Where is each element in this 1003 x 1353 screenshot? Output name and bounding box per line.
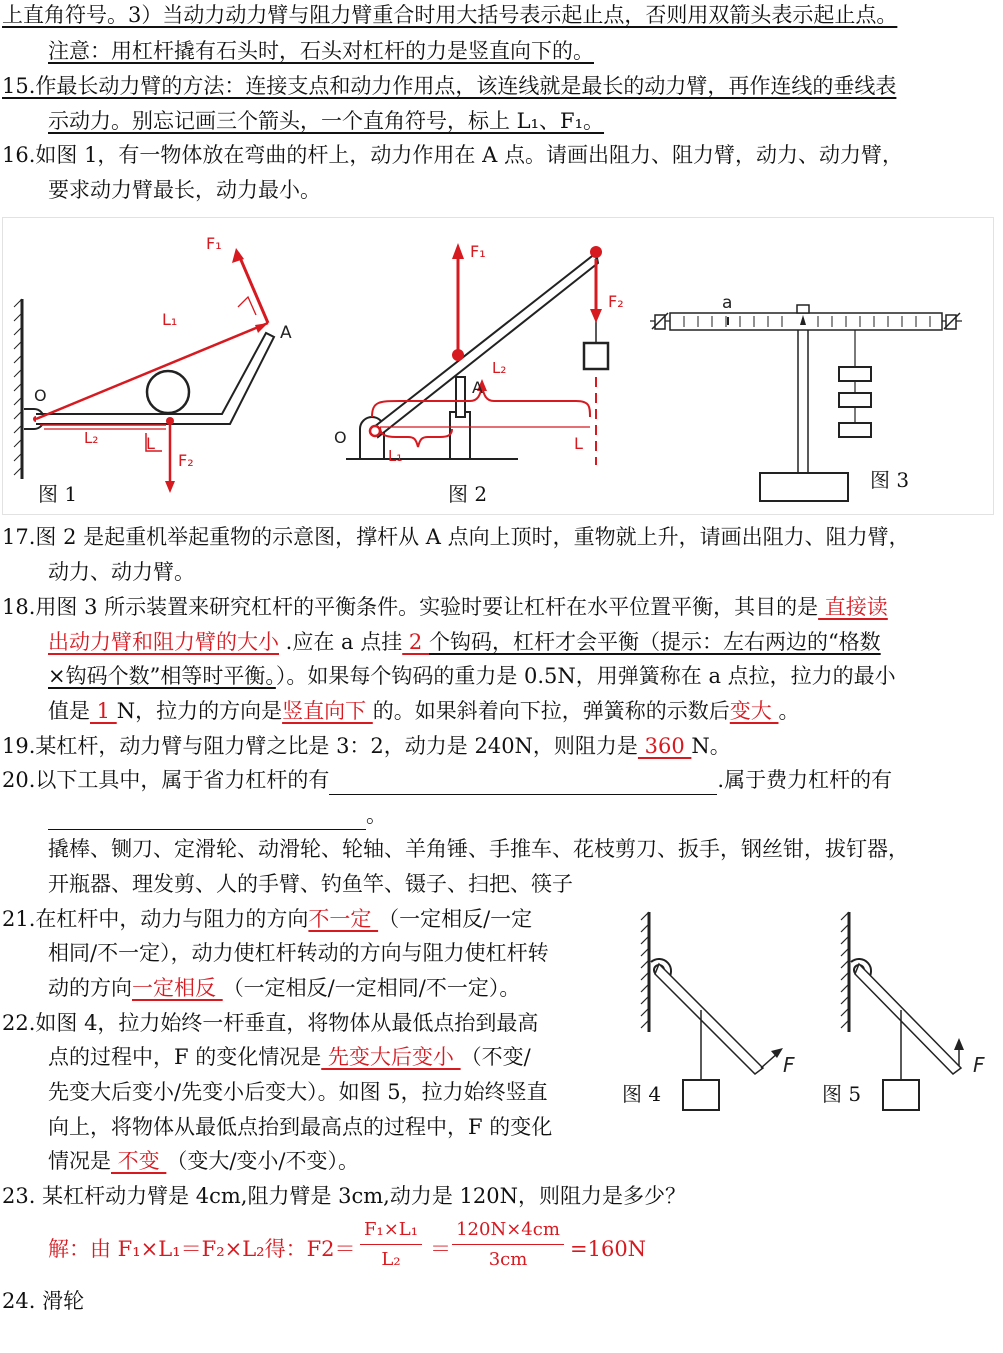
q18-line-b — [48, 627, 881, 657]
fig2-label-a: A — [472, 378, 483, 397]
solution-equals: ＝ — [430, 1237, 451, 1261]
q18-answer-3: 1 — [90, 699, 117, 723]
q22-line-d: 向上，将物体从最低点抬到最高点的过程中，F 的变化 — [48, 1115, 553, 1139]
figure-5 — [841, 912, 985, 1110]
fig1-label-l1: L₁ — [162, 310, 178, 329]
q21-line-a — [2, 904, 532, 934]
q18-answer-1a: 直接读 — [818, 595, 888, 619]
solution-numerator-1: F₁×L₁ — [360, 1216, 422, 1245]
q15-line-a: 15.作最长动力臂的方法：连接支点和动力作用点，该连线就是最长的动力臂，再作连线的垂线表 — [2, 74, 897, 98]
q19-text-2: N。 — [691, 734, 731, 758]
q18-line-d — [48, 696, 799, 726]
figure-2 — [334, 242, 624, 465]
q17-line-b: 动力、动力臂。 — [48, 560, 195, 584]
q18-text-3: 个钩码，杠杆才会平衡（提示：左右两边的“格数 — [428, 630, 881, 654]
q22-text-1: 点的过程中，F 的变化情况是 — [48, 1045, 322, 1069]
q19-line — [2, 731, 731, 761]
q21-text-3: 动的方向 — [48, 976, 132, 1000]
solution-fraction-2 — [452, 1216, 564, 1275]
q22-line-a: 22.如图 4，拉力始终一杆垂直，将物体从最低点抬到最高 — [2, 1011, 539, 1035]
fig1-label-a: A — [280, 323, 292, 343]
q15-line-b: 示动力。别忘记画三个箭头，一个直角符号，标上 L₁、F₁。 — [48, 109, 605, 133]
q18-line-c — [48, 661, 896, 691]
fig2-caption: 图 2 — [448, 482, 488, 506]
q18-text-4: ）。如果每个钩码的重力是 0.5N，用弹簧称在 a 点拉，拉力的最小 — [275, 664, 896, 688]
fig5-caption: 图 5 — [822, 1082, 862, 1106]
fig1-label-o: O — [34, 386, 47, 405]
q19-text-1: 19.某杠杆，动力臂与阻力臂之比是 3：2，动力是 240N，则阻力是 — [2, 734, 638, 758]
q22-text-4: （变大/变小/不变）。 — [166, 1149, 360, 1173]
fig2-label-o: O — [334, 428, 347, 447]
q18-answer-5: 变大 — [729, 699, 779, 723]
solution-fraction-1 — [360, 1216, 422, 1275]
q22-answer-1: 先变大后变小 — [321, 1045, 461, 1069]
figures-4-5 — [615, 908, 1000, 1118]
q22-line-e — [48, 1146, 359, 1176]
figure-3 — [650, 293, 962, 501]
q16-line-b: 要求动力臂最长，动力最小。 — [48, 178, 321, 202]
q23-line: 23. 某杠杆动力臂是 4cm,阻力臂是 3cm,动力是 120N，则阻力是多少？ — [2, 1184, 686, 1208]
q18-text-6: N，拉力的方向是 — [116, 699, 283, 723]
q18-text-7: 的。如果斜着向下拉，弹簧称的示数后 — [372, 699, 730, 723]
q21-text-4: （一定相反/一定相同/不一定）。 — [222, 976, 521, 1000]
figure-1 — [14, 234, 292, 493]
fig2-label-l1: L₁ — [388, 447, 403, 465]
text-line-1: 注意：用杠杆撬有石头时，石头对杠杆的力是竖直向下的。 — [48, 39, 594, 63]
q24-line: 24. 滑轮 — [2, 1289, 85, 1313]
q18-answer-4: 竖直向下 — [282, 699, 373, 723]
q18-text-2: .应在 a 点挂 — [279, 630, 403, 654]
q18-text-5: 值是 — [48, 699, 90, 723]
fig3-label-a: a — [722, 293, 733, 313]
q18-answer-1b: 出动力臂和阻力臂的大小 — [48, 630, 279, 654]
fig5-label-f: F — [973, 1053, 985, 1077]
q21-text-1: 21.在杠杆中，动力与阻力的方向 — [2, 907, 309, 931]
q22-text-3: 情况是 — [48, 1149, 111, 1173]
fig3-caption: 图 3 — [870, 468, 910, 492]
q18-hint: ×钩码个数”相等时平衡。 — [48, 664, 276, 688]
q19-answer: 360 — [637, 734, 692, 758]
q20-tools-1: 撬棒、铡刀、定滑轮、动滑轮、轮轴、羊角锤、手推车、花枝剪刀、扳手，钢丝钳，拔钉器， — [48, 837, 909, 861]
fig2-label-f2: F₂ — [608, 292, 624, 311]
text-line-0: 上直角符号。3）当动力动力臂与阻力臂重合时用大括号表示起止点，否则用双箭头表示起止点。 — [2, 3, 898, 27]
q22-text-2: （不变/ — [460, 1045, 531, 1069]
solution-text: 解：由 F₁×L₁＝F₂×L₂得：F2＝ — [48, 1237, 356, 1261]
fig1-label-l2: L₂ — [84, 429, 99, 447]
fig2-label-l: L — [574, 434, 583, 453]
q21-answer-2: 一定相反 — [132, 976, 223, 1000]
q21-text-2: （一定相反/一定 — [378, 907, 533, 931]
solution-denominator-1: L₂ — [381, 1249, 401, 1270]
q18-line-a — [2, 592, 888, 622]
fig4-caption: 图 4 — [622, 1082, 662, 1106]
q18-answer-2: 2 — [402, 630, 429, 654]
q18-text-1: 18.用图 3 所示装置来研究杠杆的平衡条件。实验时要让杠杆在水平位置平衡，其目的是 — [2, 595, 819, 619]
q22-answer-2: 不变 — [111, 1149, 167, 1173]
solution-result: =160N — [570, 1237, 647, 1261]
fig1-caption: 图 1 — [38, 482, 78, 506]
q18-text-8: 。 — [778, 699, 800, 723]
solution-denominator-2: 3cm — [488, 1249, 528, 1270]
q20-tools-2: 开瓶器、理发剪、人的手臂、钓鱼竿、镊子、扫把、筷子 — [48, 872, 573, 896]
fig1-label-f1: F₁ — [206, 234, 222, 253]
q21-line-c — [48, 973, 520, 1003]
q21-answer-1: 不一定 — [308, 907, 379, 931]
q20-blank-2[interactable] — [48, 807, 366, 830]
fig1-label-f2: F₂ — [178, 451, 194, 470]
q20-text-3: 。 — [366, 803, 387, 827]
fig2-label-l2: L₂ — [492, 359, 507, 377]
fig4-label-f: F — [783, 1053, 795, 1077]
q21-line-b: 相同/不一定），动力使杠杆转动的方向与阻力使杠杆转 — [48, 941, 549, 965]
figure-4 — [641, 912, 795, 1110]
q16-line-a: 16.如图 1，有一物体放在弯曲的杆上，动力作用在 A 点。请画出阻力、阻力臂，动力、动力臂， — [2, 143, 903, 167]
q17-line-a: 17.图 2 是起重机举起重物的示意图，撑杆从 A 点向上顶时，重物就上升，请画出阻力、阻力臂， — [2, 525, 910, 549]
q22-line-b — [48, 1042, 531, 1072]
fig2-label-f1: F₁ — [470, 242, 486, 261]
fig1-label-l: L — [146, 434, 155, 453]
q20-line-a — [2, 765, 892, 795]
solution-numerator-2: 120N×4cm — [452, 1216, 564, 1245]
q20-blank-1[interactable] — [329, 772, 717, 795]
q20-text-1: 20.以下工具中，属于省力杠杆的有 — [2, 768, 330, 792]
figures-1-3 — [0, 217, 1003, 515]
q22-line-c: 先变大后变小/先变小后变大）。如图 5，拉力始终竖直 — [48, 1080, 548, 1104]
q20-line-b — [48, 800, 387, 830]
q20-text-2: .属于费力杠杆的有 — [717, 768, 893, 792]
